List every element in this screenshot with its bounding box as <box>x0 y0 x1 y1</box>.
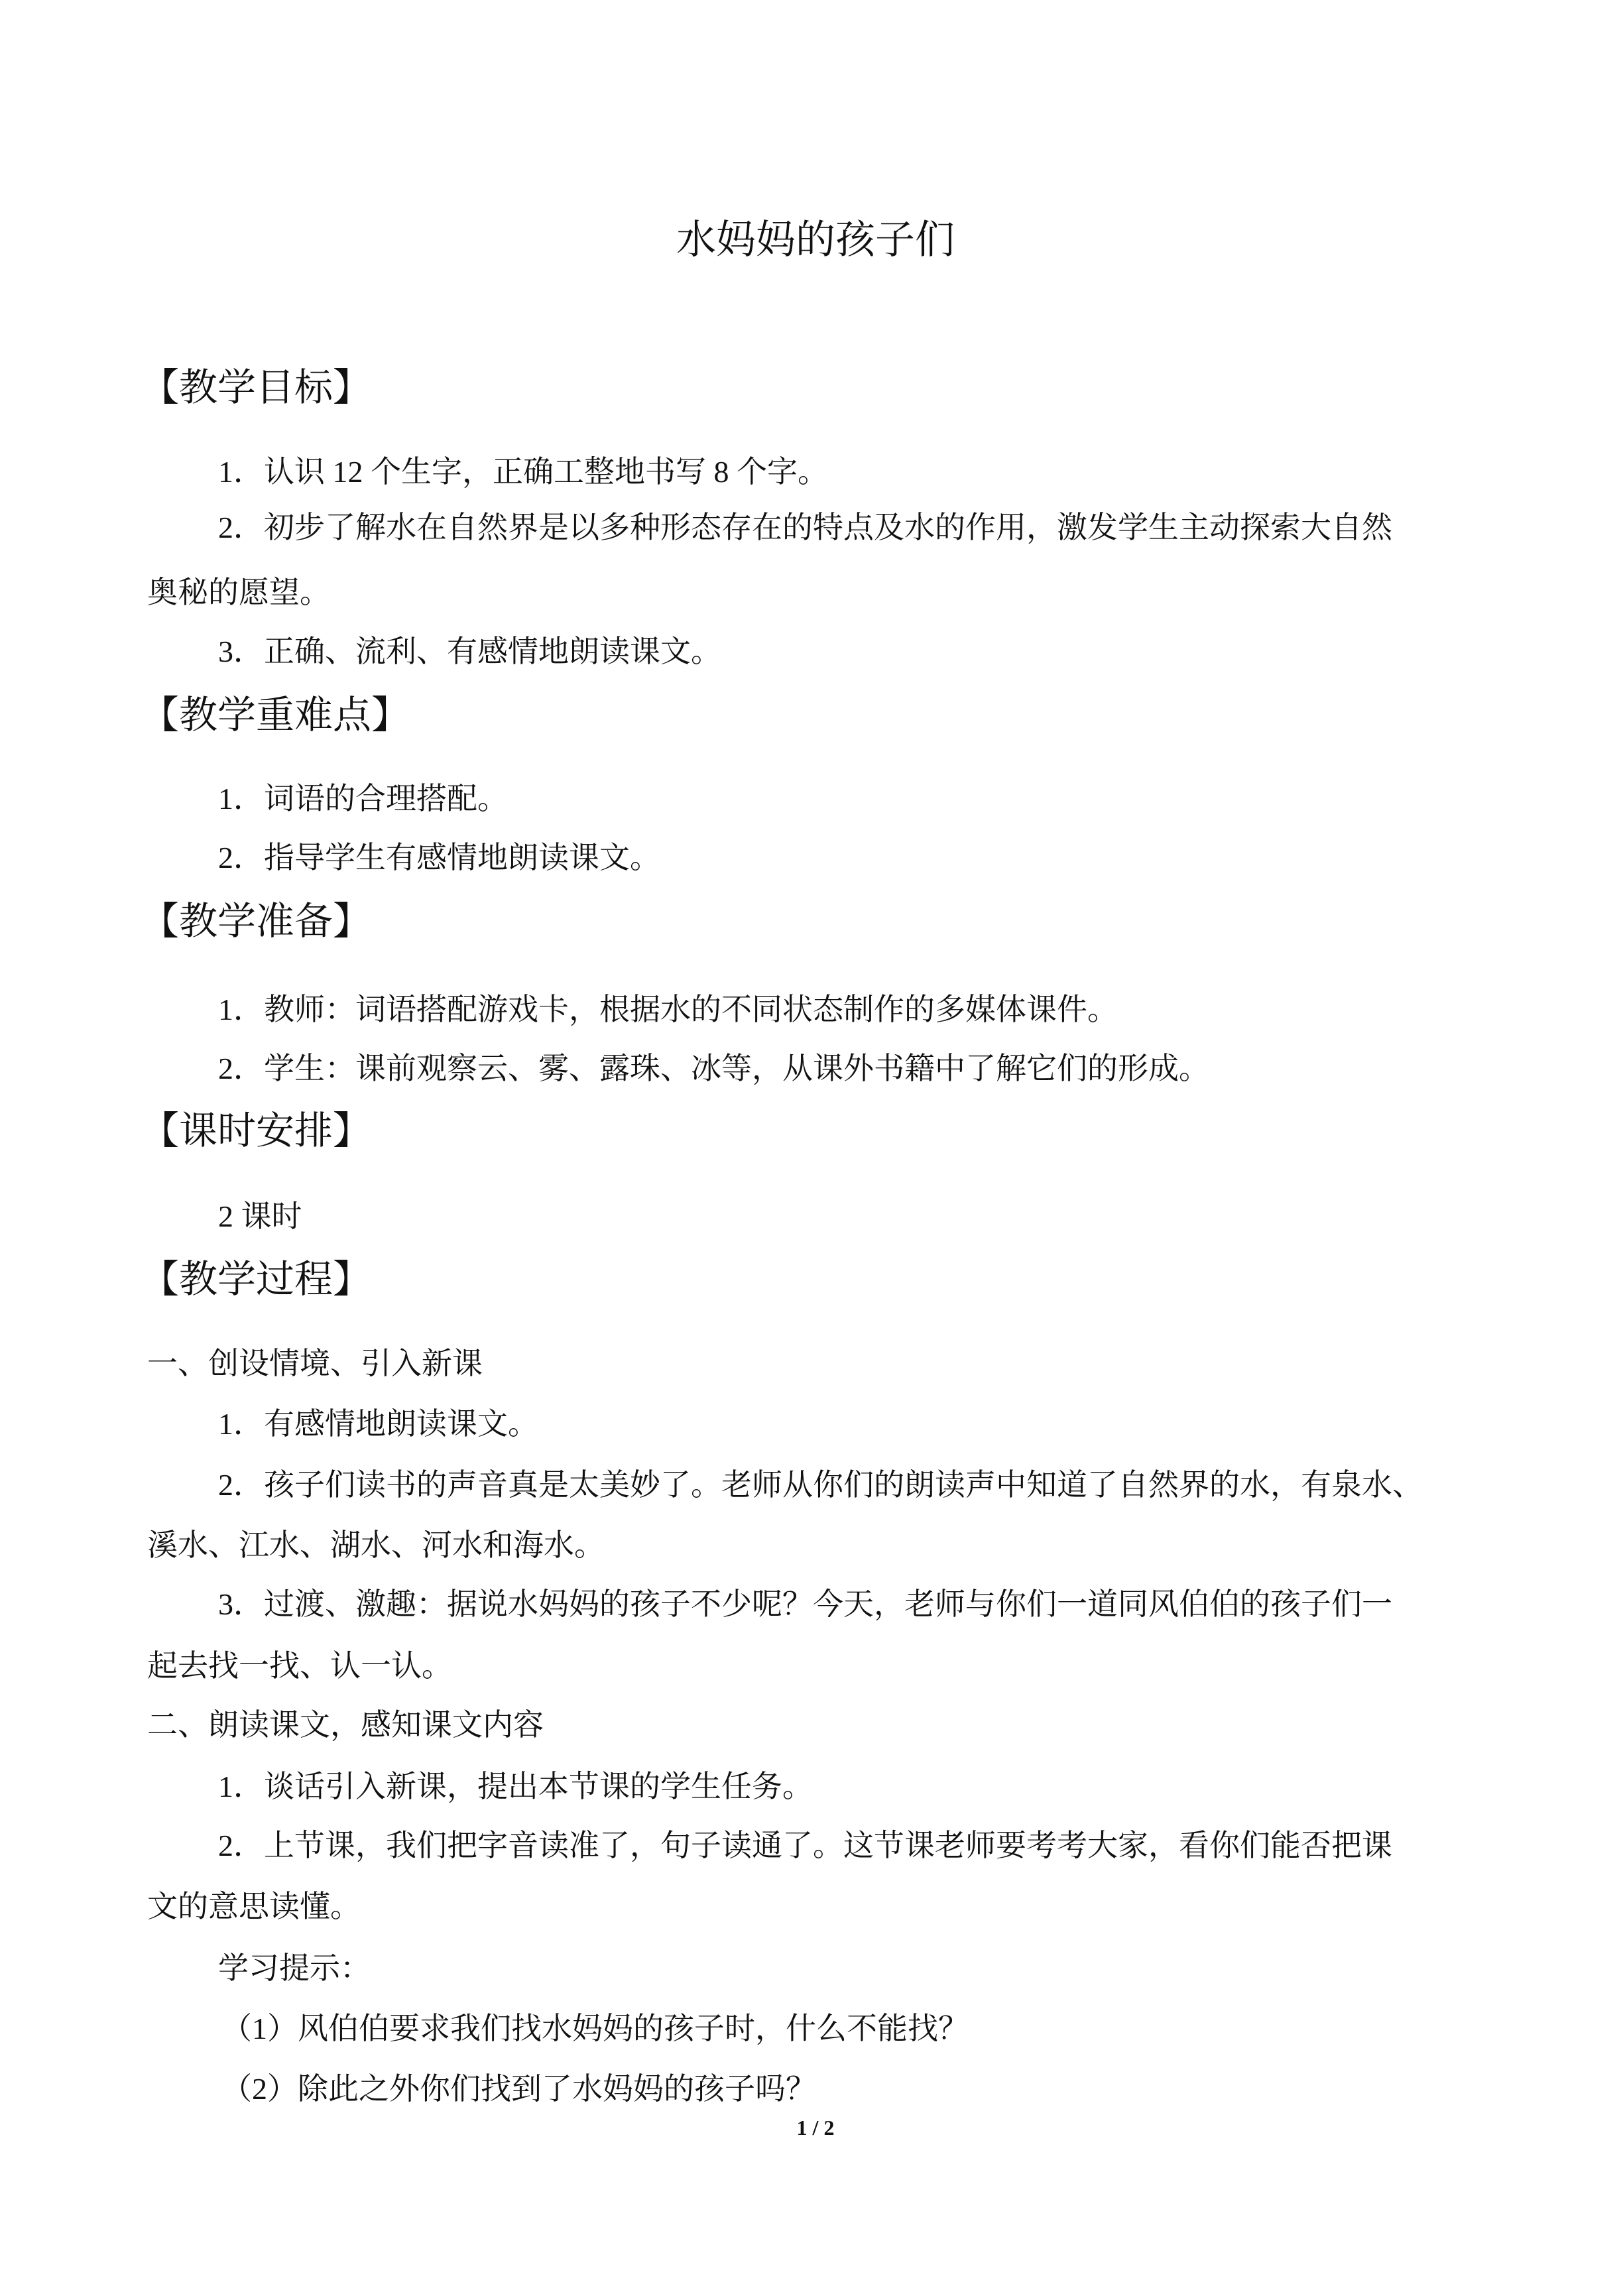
paragraph-line: 1．谈话引入新课，提出本节课的学生任务。 <box>218 1770 813 1803</box>
paragraph-line: 溪水、江水、湖水、河水和海水。 <box>147 1528 605 1562</box>
section-heading-goals: 【教学目标】 <box>141 366 372 409</box>
paragraph-line: 2．指导学生有感情地朗读课文。 <box>218 841 660 875</box>
paragraph-line: 奥秘的愿望。 <box>147 575 330 609</box>
section-heading-process: 【教学过程】 <box>141 1258 372 1301</box>
document-title: 水妈妈的孩子们 <box>676 218 955 262</box>
paragraph-line: 文的意思读懂。 <box>147 1890 361 1923</box>
paragraph-line: 1．词语的合理搭配。 <box>218 782 508 816</box>
paragraph-line: （1）风伯伯要求我们找水妈妈的孩子时，什么不能找？ <box>221 2012 969 2045</box>
page-number: 1 / 2 <box>796 2116 835 2140</box>
paragraph-line: 3．过渡、激趣：据说水妈妈的孩子不少呢？今天，老师与你们一道同风伯伯的孩子们一 <box>218 1587 1392 1621</box>
section-heading-keypoints: 【教学重难点】 <box>141 694 410 737</box>
paragraph-line: 2．上节课，我们把字音读准了，句子读通了。这节课老师要考考大家，看你们能否把课 <box>218 1829 1392 1862</box>
subsection-heading: 一、创设情境、引入新课 <box>147 1347 483 1380</box>
paragraph-line: （2）除此之外你们找到了水妈妈的孩子吗？ <box>221 2072 816 2106</box>
paragraph-line: 3．正确、流利、有感情地朗读课文。 <box>218 634 721 668</box>
paragraph-line: 1．教师：词语搭配游戏卡，根据水的不同状态制作的多媒体课件。 <box>218 993 1118 1026</box>
paragraph-line: 1．有感情地朗读课文。 <box>218 1407 538 1441</box>
paragraph-line: 2．孩子们读书的声音真是太美妙了。老师从你们的朗读声中知道了自然界的水，有泉水、 <box>218 1468 1423 1502</box>
paragraph-line: 1．认识 12 个生字，正确工整地书写 8 个字。 <box>218 455 828 489</box>
subsection-heading: 二、朗读课文，感知课文内容 <box>147 1708 544 1742</box>
section-heading-schedule: 【课时安排】 <box>141 1109 372 1152</box>
paragraph-line: 起去找一找、认一认。 <box>147 1649 452 1683</box>
paragraph-line: 学习提示： <box>218 1951 371 1985</box>
section-heading-preparation: 【教学准备】 <box>141 900 372 943</box>
paragraph-line: 2 课时 <box>218 1199 302 1233</box>
paragraph-line: 2．学生：课前观察云、雾、露珠、冰等，从课外书籍中了解它们的形成。 <box>218 1052 1209 1085</box>
paragraph-line: 2．初步了解水在自然界是以多种形态存在的特点及水的作用，激发学生主动探索大自然 <box>218 511 1392 544</box>
